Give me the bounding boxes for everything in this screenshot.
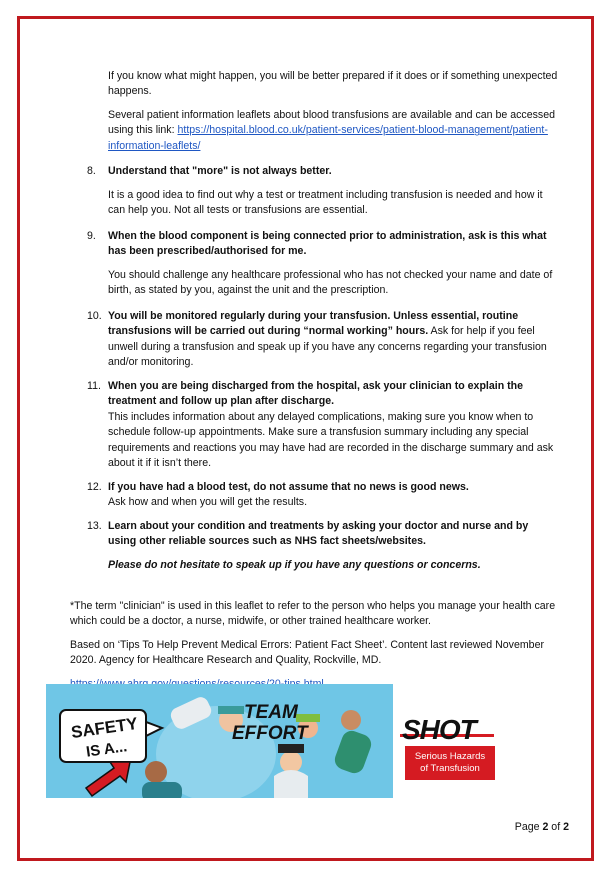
banner-illustration bbox=[46, 684, 393, 798]
clinician-footnote: *The term "clinician" is used in this leaflet to refer to the person who helps you manage your health care which could be a doctor, a nurse, midwife, or other trained healthcare worker. bbox=[70, 600, 556, 628]
item-12-number: 12. bbox=[87, 481, 102, 493]
banner-is-a-text: IS A... bbox=[85, 738, 129, 761]
item-9-heading: When the blood component is being connected prior to administration, ask is this what has been prescribed/authorised for me. bbox=[108, 230, 547, 258]
item-10-body: Ask for help if you feel unwell during a transfusion and speak up if you have any concerns regarding your transfusion and/or monitoring. bbox=[108, 325, 547, 369]
item-9-number: 9. bbox=[87, 230, 96, 242]
leaflets-text: Several patient information leaflets about blood transfusions are available and can be accessed using this link: bbox=[108, 109, 555, 137]
item-13-number: 13. bbox=[87, 520, 102, 532]
item-8-number: 8. bbox=[87, 165, 96, 177]
item-9-body: You should challenge any healthcare professional who has not checked your name and date of birth, as stated by you, against the unit and the prescription. bbox=[108, 269, 553, 297]
shot-logo-subtitle: Serious Hazards of Transfusion bbox=[405, 746, 495, 780]
shot-logo bbox=[400, 716, 500, 782]
item-12-heading: If you have had a blood test, do not assume that no news is good news. bbox=[108, 481, 469, 493]
item-10-number: 10. bbox=[87, 310, 102, 322]
item-10-heading: You will be monitored regularly during your transfusion. Unless essential, routine transfusions will be carried out during “normal working” hours. bbox=[108, 310, 519, 338]
banner-team-text: TEAM bbox=[244, 702, 298, 723]
leaflets-link[interactable]: https://hospital.blood.co.uk/patient-services/patient-blood-management/patient-information-leaflets/ bbox=[108, 124, 548, 152]
item-13-heading: Learn about your condition and treatments by asking your doctor and nurse and by using other reliable sources such as NHS fact sheets/websites. bbox=[108, 520, 529, 548]
team-effort-banner bbox=[46, 684, 393, 798]
item-10-paragraph bbox=[108, 309, 558, 371]
banner-safety-text: SAFETY bbox=[69, 713, 139, 743]
item-11-number: 11. bbox=[87, 380, 101, 392]
banner-effort-text: EFFORT bbox=[232, 723, 308, 744]
intro-paragraph: If you know what might happen, you will be better prepared if it does or if something unexpected happens. bbox=[108, 70, 558, 98]
closing-note: Please do not hesitate to speak up if you have any questions or concerns. bbox=[108, 559, 481, 571]
item-11-heading: When you are being discharged from the hospital, ask your clinician to explain the treatment and follow up plan after discharge. bbox=[108, 380, 524, 408]
item-8-heading: Understand that "more" is not always better. bbox=[108, 165, 332, 177]
item-11-body: This includes information about any delayed complications, making sure you know when to schedule follow-up appointments. Make sure a transfusion summary including any special requirements and reactions you may have had are recorded in the discharge summary and ask about it if it isn’t there. bbox=[108, 411, 554, 470]
item-8-body: It is a good idea to find out why a test or treatment including transfusion is needed and how it can help you. Not all tests or transfusions are essential. bbox=[108, 189, 543, 217]
source-citation: Based on ‘Tips To Help Prevent Medical Errors: Patient Fact Sheet’. Content last reviewed November 2020. Agency for Healthcare Research and Quality, Rockville, MD. bbox=[70, 639, 544, 667]
item-12-body: Ask how and when you will get the results. bbox=[108, 496, 308, 508]
shot-logo-word: SHOT bbox=[402, 714, 476, 745]
page-number: Page 2 of 2 bbox=[514, 821, 569, 833]
leaflets-paragraph bbox=[108, 108, 558, 154]
